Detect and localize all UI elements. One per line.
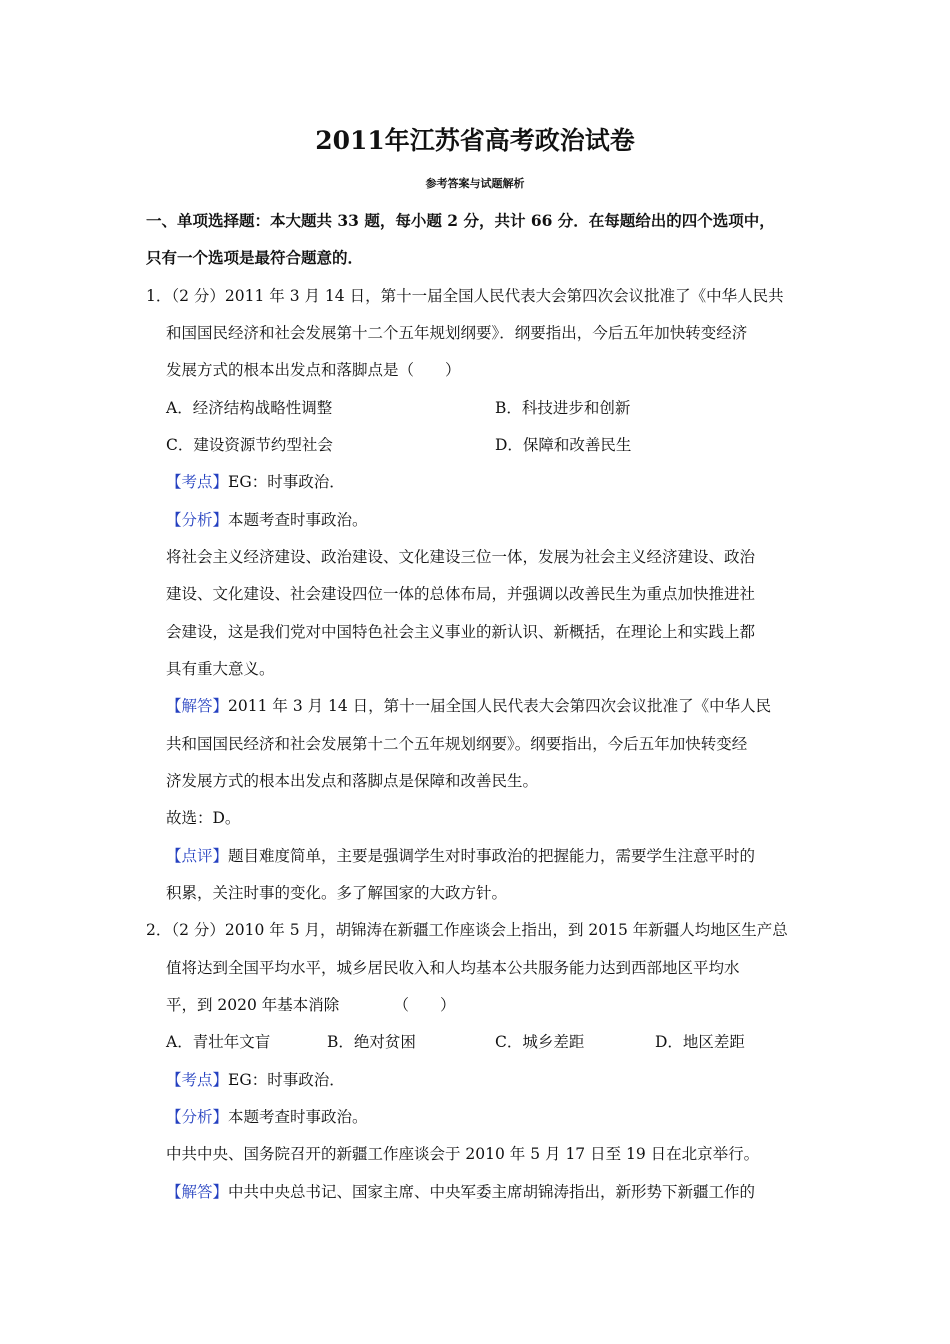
q1-stem-line-2: 和国国民经济和社会发展第十二个五年规划纲要》．纲要指出，今后五年加快转变经济 <box>166 324 748 342</box>
q1-option-a: A．经济结构战略性调整 <box>166 399 333 417</box>
q1-stem-line-3: 发展方式的根本出发点和落脚点是（ ） <box>166 361 461 379</box>
q2-stem-line-3: 平，到 2020 年基本消除 （ ） <box>166 996 456 1014</box>
q1-dianping <box>166 844 755 868</box>
q2-option-c: C．城乡差距 <box>495 1033 585 1051</box>
q1-jieda-tag: 【解答】 <box>166 697 229 715</box>
q2-stem-line-2: 值将达到全国平均水平，城乡居民收入和人均基本公共服务能力达到西部地区平均水 <box>166 959 740 977</box>
q2-fenxi <box>166 1105 368 1129</box>
q1-fenxi-body-4: 具有重大意义。 <box>166 660 275 678</box>
q1-fenxi-text: 本题考查时事政治。 <box>228 511 368 529</box>
q1-stem-line-1: 1．（2 分）2011 年 3 月 14 日，第十一届全国人民代表大会第四次会议批准了《中华人民共 <box>146 287 784 305</box>
q1-option-d: D．保障和改善民生 <box>495 436 632 454</box>
q2-kaodian-tag: 【考点】 <box>166 1071 229 1089</box>
q1-kaodian-text: EG：时事政治． <box>228 473 345 491</box>
q1-fenxi-tag: 【分析】 <box>166 511 229 529</box>
q2-option-b: B．绝对贫困 <box>327 1033 416 1051</box>
q1-dianping-line-2: 积累，关注时事的变化。多了解国家的大政方针。 <box>166 884 508 902</box>
q2-fenxi-body: 中共中央、国务院召开的新疆工作座谈会于 2010 年 5 月 17 日至 19 日在北京举行。 <box>166 1145 760 1163</box>
q1-option-c: C．建设资源节约型社会 <box>166 436 333 454</box>
q2-kaodian <box>166 1068 345 1092</box>
q1-jieda-line-3: 济发展方式的根本出发点和落脚点是保障和改善民生。 <box>166 772 539 790</box>
q1-dianping-text: 题目难度简单，主要是强调学生对时事政治的把握能力，需要学生注意平时的 <box>228 847 756 865</box>
page-subtitle: 参考答案与试题解析 <box>425 177 525 190</box>
q2-option-d: D．地区差距 <box>655 1033 745 1051</box>
page-title: 2011年江苏省高考政治试卷 <box>315 126 635 155</box>
q2-jieda-text: 中共中央总书记、国家主席、中央军委主席胡锦涛指出，新形势下新疆工作的 <box>228 1183 756 1201</box>
q1-jieda <box>166 694 771 718</box>
q1-fenxi-body-1: 将社会主义经济建设、政治建设、文化建设三位一体，发展为社会主义经济建设、政治 <box>166 548 756 566</box>
q1-jieda-text: 2011 年 3 月 14 日，第十一届全国人民代表大会第四次会议批准了《中华人民 <box>228 697 772 715</box>
q2-kaodian-text: EG：时事政治． <box>228 1071 345 1089</box>
q1-dianping-tag: 【点评】 <box>166 847 229 865</box>
q2-fenxi-tag: 【分析】 <box>166 1108 229 1126</box>
q1-fenxi <box>166 508 368 532</box>
q1-fenxi-body-2: 建设、文化建设、社会建设四位一体的总体布局，并强调以改善民生为重点加快推进社 <box>166 585 756 603</box>
q2-option-a: A．青壮年文盲 <box>166 1033 271 1051</box>
q1-kaodian-tag: 【考点】 <box>166 473 229 491</box>
q1-answer: 故选：D。 <box>166 809 241 827</box>
q1-fenxi-body-3: 会建设，这是我们党对中国特色社会主义事业的新认识、新概括，在理论上和实践上都 <box>166 623 756 641</box>
q1-kaodian <box>166 470 345 494</box>
section-heading: 一、单项选择题：本大题共 33 题，每小题 2 分，共计 66 分．在每题给出的四个选项中， <box>146 211 775 230</box>
q2-jieda-tag: 【解答】 <box>166 1183 229 1201</box>
section-heading-cont: 只有一个选项是最符合题意的． <box>146 248 364 267</box>
q2-fenxi-text: 本题考查时事政治。 <box>228 1108 368 1126</box>
q2-jieda <box>166 1180 755 1204</box>
q1-jieda-line-2: 共和国国民经济和社会发展第十二个五年规划纲要》。纲要指出，今后五年加快转变经 <box>166 735 748 753</box>
q2-stem-line-1: 2．（2 分）2010 年 5 月，胡锦涛在新疆工作座谈会上指出，到 2015 年新疆人均地区生产总 <box>146 921 788 939</box>
q1-option-b: B．科技进步和创新 <box>495 399 631 417</box>
